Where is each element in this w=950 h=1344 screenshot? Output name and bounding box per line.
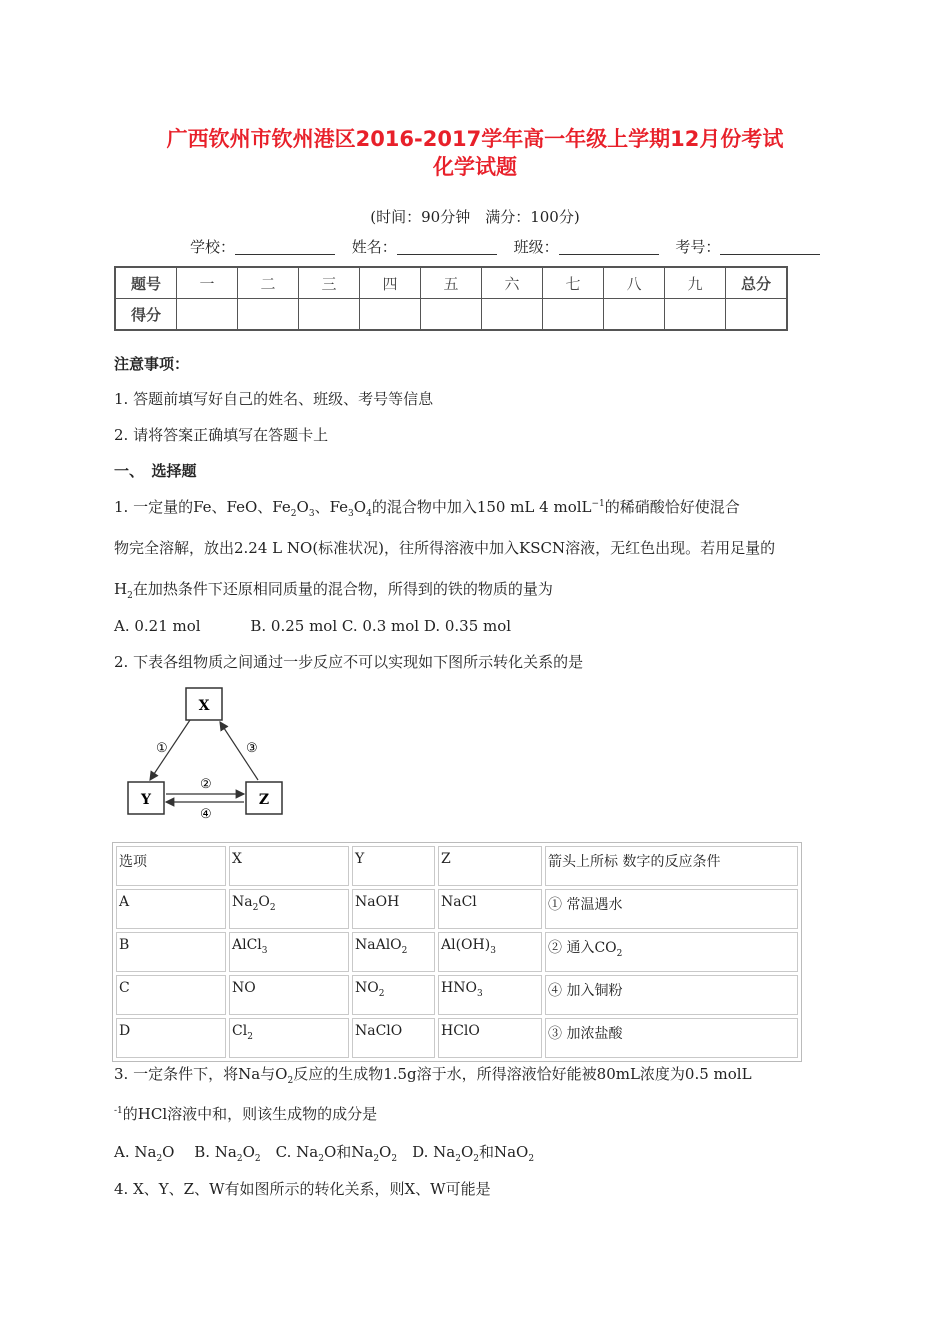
num-2: ② <box>200 777 212 792</box>
label-y: Y <box>141 792 151 808</box>
q3-options: A. $Na_2O$ B. $Na_2O_2$ C. $Na_2O$和$Na_2O_2$ D. $Na_2O_2$和NaO$_2$ <box>114 1143 535 1164</box>
row-condition: ④ 加入铜粉 <box>545 975 798 1015</box>
row-z: NaCl <box>438 889 542 929</box>
header-x: X <box>229 846 349 886</box>
row-y: $NO_2$ <box>352 975 435 1015</box>
table-header-row <box>116 846 798 886</box>
school-blank[interactable] <box>235 240 335 255</box>
score-cell-label: 题号 <box>115 267 177 299</box>
score-cell-q9: 九 <box>665 267 726 299</box>
student-info-row <box>190 236 832 257</box>
score-cell-q7: 七 <box>543 267 604 299</box>
section-heading: 一、 选择题 <box>114 462 197 480</box>
school-label: 学校： <box>190 238 236 256</box>
name-blank[interactable] <box>397 240 497 255</box>
score-cell-q4: 四 <box>360 267 421 299</box>
score-cell-q3: 三 <box>299 267 360 299</box>
score-input[interactable] <box>665 299 726 331</box>
score-table-header-row <box>115 267 787 299</box>
row-x: $Cl_2$ <box>229 1018 349 1058</box>
row-option: C <box>116 975 226 1015</box>
class-blank[interactable] <box>559 240 659 255</box>
score-row-label: 得分 <box>115 299 177 331</box>
row-condition: ② 通入$CO_2$ <box>545 932 798 972</box>
time-info: (时间：90分钟 满分：100分) <box>370 208 580 226</box>
exam-no-label: 考号： <box>675 238 721 256</box>
row-option: D <box>116 1018 226 1058</box>
score-cell-q8: 八 <box>604 267 665 299</box>
row-z: HClO <box>438 1018 542 1058</box>
label-x: X <box>198 698 210 714</box>
q4-stem: 4. X、Y、Z、W有如图所示的转化关系，则X、W可能是 <box>114 1180 491 1198</box>
table-row <box>116 1018 798 1058</box>
num-4: ④ <box>200 807 212 822</box>
note-item-1: 1. 答题前填写好自己的姓名、班级、考号等信息 <box>114 390 434 408</box>
row-x: $Na_2O_2$ <box>229 889 349 929</box>
q1-line2: 物完全溶解，放出2.24 L NO(标准状况)，往所得溶液中加入KSCN溶液，无红色出现。若用足量的 <box>114 539 776 557</box>
score-input[interactable] <box>360 299 421 331</box>
row-option: A <box>116 889 226 929</box>
score-cell-q6: 六 <box>482 267 543 299</box>
score-input[interactable] <box>421 299 482 331</box>
header-y: Y <box>352 846 435 886</box>
row-condition: ③ 加浓盐酸 <box>545 1018 798 1058</box>
score-input[interactable] <box>543 299 604 331</box>
row-y: NaClO <box>352 1018 435 1058</box>
score-input[interactable] <box>299 299 360 331</box>
exam-title-line1: 广西钦州市钦州港区2016-2017学年高一年级上学期12月份考试 <box>166 127 784 151</box>
row-z: $Al(OH)_3$ <box>438 932 542 972</box>
notes-heading: 注意事项： <box>114 355 190 373</box>
num-1: ① <box>156 741 168 756</box>
score-cell-total: 总分 <box>726 267 788 299</box>
score-input[interactable] <box>238 299 299 331</box>
conversion-diagram <box>120 682 290 822</box>
table-row <box>116 975 798 1015</box>
row-x: AlCl$_3$ <box>229 932 349 972</box>
score-input[interactable] <box>177 299 238 331</box>
row-option: B <box>116 932 226 972</box>
score-input[interactable] <box>726 299 788 331</box>
q3-line1: 3. 一定条件下，将Na与$O_2$反应的生成物1.5g溶于水，所得溶液恰好能被80mL浓度为0.5 molL <box>114 1065 752 1086</box>
q2-options-table <box>112 842 802 1062</box>
score-cell-q5: 五 <box>421 267 482 299</box>
exam-no-blank[interactable] <box>720 240 820 255</box>
table-row <box>116 932 798 972</box>
row-y: NaOH <box>352 889 435 929</box>
row-y: NaAlO$_2$ <box>352 932 435 972</box>
q3-line2: $^{-1}$的HCl溶液中和，则该生成物的成分是 <box>114 1105 378 1123</box>
label-z: Z <box>258 792 270 808</box>
score-input[interactable] <box>482 299 543 331</box>
header-condition: 箭头上所标 数字的反应条件 <box>545 846 798 886</box>
header-option: 选项 <box>116 846 226 886</box>
class-label: 班级： <box>513 238 559 256</box>
row-z: $HNO_3$ <box>438 975 542 1015</box>
exam-title-line2: 化学试题 <box>433 155 517 179</box>
row-x: NO <box>229 975 349 1015</box>
score-input[interactable] <box>604 299 665 331</box>
score-table <box>114 266 788 331</box>
q1-line1: 1. 一定量的Fe、FeO、$Fe_2O_3$、$Fe_3O_4$的混合物中加入150 mL 4 molL$^{-1}$的稀硝酸恰好使混合 <box>114 498 740 519</box>
name-label: 姓名： <box>351 238 397 256</box>
q1-options: A. 0.21 mol B. 0.25 mol C. 0.3 mol D. 0.35 mol <box>114 617 512 635</box>
table-row <box>116 889 798 929</box>
q2-stem: 2. 下表各组物质之间通过一步反应不可以实现如下图所示转化关系的是 <box>114 653 584 671</box>
score-table-score-row <box>115 299 787 331</box>
score-cell-q2: 二 <box>238 267 299 299</box>
q1-line3: $H_2$在加热条件下还原相同质量的混合物，所得到的铁的物质的量为 <box>114 580 553 601</box>
note-item-2: 2. 请将答案正确填写在答题卡上 <box>114 426 329 444</box>
row-condition: ① 常温遇水 <box>545 889 798 929</box>
num-3: ③ <box>246 741 258 756</box>
header-z: Z <box>438 846 542 886</box>
score-cell-q1: 一 <box>177 267 238 299</box>
